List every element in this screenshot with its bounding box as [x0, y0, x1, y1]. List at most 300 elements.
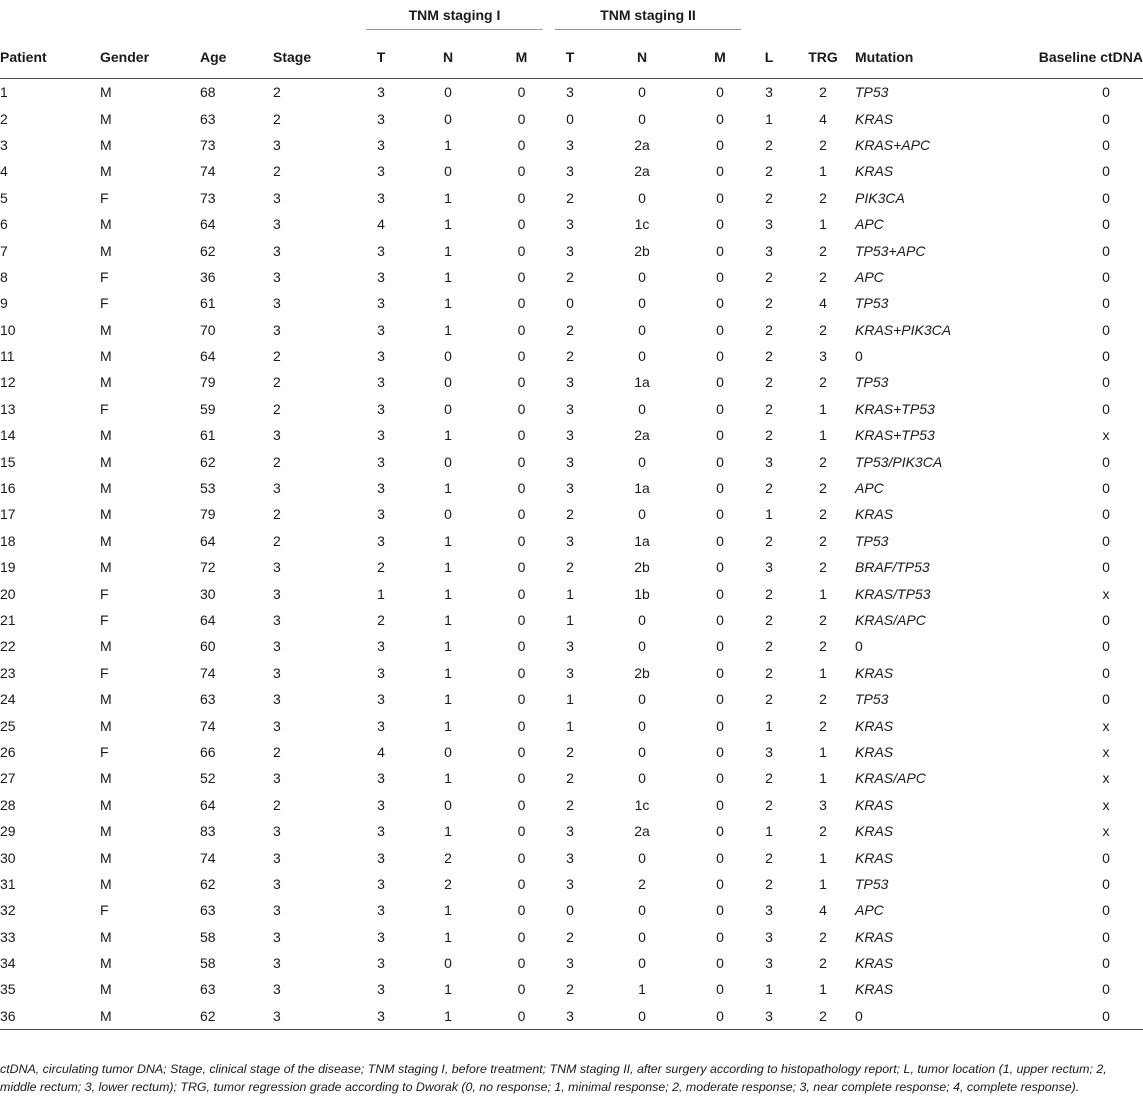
cell-t-i: 3 [377, 84, 385, 101]
cell-age: 63 [200, 981, 216, 998]
cell-location: 3 [765, 84, 773, 101]
cell-location: 2 [765, 875, 773, 892]
cell-patient: 2 [0, 110, 8, 127]
cell-t-ii: 3 [566, 216, 574, 233]
cell-n-ii: 1a [634, 532, 650, 549]
cell-t-i: 3 [377, 928, 385, 945]
cell-n-ii: 0 [638, 84, 646, 101]
table-row [0, 158, 1143, 184]
cell-age: 62 [200, 453, 216, 470]
cell-n-ii: 0 [638, 400, 646, 417]
cell-m-ii: 0 [716, 770, 724, 787]
cell-m-i: 0 [517, 348, 526, 365]
cell-location: 2 [765, 664, 773, 681]
cell-gender: M [100, 216, 112, 233]
cell-stage: 3 [273, 875, 281, 892]
cell-n-ii: 0 [638, 612, 646, 628]
cell-gender: F [100, 664, 109, 681]
cell-m-ii: 0 [716, 796, 724, 813]
cell-gender: M [100, 638, 112, 655]
cell-t-i: 3 [377, 875, 385, 892]
cell-mutation: KRAS [855, 717, 894, 734]
cell-location: 2 [765, 321, 773, 338]
column-header-stage: Stage [273, 36, 360, 79]
cell-mutation: KRAS [855, 664, 894, 681]
cell-m-i: 0 [517, 770, 526, 787]
cell-gender: M [100, 453, 112, 470]
table-row [0, 686, 1143, 712]
cell-stage: 2 [273, 532, 281, 549]
cell-trg: 2 [819, 480, 827, 497]
cell-t-ii: 2 [566, 189, 574, 206]
cell-m-ii: 0 [716, 189, 724, 206]
cell-m-i: 0 [517, 321, 526, 338]
cell-n-ii: 2a [634, 136, 650, 153]
cell-m-ii: 0 [716, 348, 724, 365]
cell-stage: 3 [273, 559, 281, 576]
cell-gender: M [100, 84, 112, 101]
cell-n-i: 1 [444, 585, 452, 602]
cell-mutation: KRAS/APC [855, 612, 926, 628]
cell-n-ii: 0 [638, 506, 646, 523]
cell-stage: 3 [273, 664, 281, 681]
cell-stage: 2 [273, 348, 281, 365]
cell-gender: M [100, 875, 112, 892]
cell-location: 2 [765, 295, 773, 312]
cell-age: 74 [200, 163, 216, 180]
cell-mutation: KRAS/APC [855, 770, 926, 787]
cell-patient: 8 [0, 268, 8, 285]
cell-trg: 1 [819, 664, 827, 681]
cell-n-i: 1 [444, 136, 452, 153]
cell-location: 1 [765, 823, 773, 840]
cell-trg: 4 [819, 110, 827, 127]
cell-t-i: 3 [377, 532, 385, 549]
cell-n-i: 0 [444, 400, 452, 417]
cell-mutation: 0 [855, 348, 863, 365]
cell-trg: 2 [819, 242, 827, 259]
cell-m-ii: 0 [716, 928, 724, 945]
cell-patient: 12 [0, 374, 16, 391]
table-row [0, 818, 1143, 844]
cell-stage: 3 [273, 823, 281, 840]
cell-n-i: 2 [444, 875, 452, 892]
cell-m-i: 0 [517, 163, 526, 180]
cell-age: 72 [200, 559, 216, 576]
cell-age: 60 [200, 638, 216, 655]
cell-patient: 3 [0, 136, 8, 153]
cell-age: 62 [200, 1003, 273, 1030]
cell-patient: 32 [0, 902, 16, 919]
cell-m-i: 0 [517, 875, 526, 892]
cell-n-i: 1 [444, 612, 452, 628]
table-row [0, 528, 1143, 554]
cell-m-i: 0 [517, 823, 526, 840]
cell-t-ii: 3 [566, 84, 574, 101]
table-row [0, 79, 1143, 106]
cell-location: 2 [765, 532, 773, 549]
cell-mutation: TP53 [855, 691, 889, 708]
cell-patient: 33 [0, 928, 16, 945]
cell-t-ii: 2 [566, 796, 574, 813]
table-row [0, 105, 1143, 131]
cell-location: 1 [765, 717, 773, 734]
cell-m-ii: 0 [716, 585, 724, 602]
cell-patient: 6 [0, 216, 8, 233]
cell-t-i: 2 [377, 559, 385, 576]
cell-n-i: 1 [444, 321, 452, 338]
cell-trg: 2 [819, 691, 827, 708]
cell-m-ii: 0 [716, 981, 724, 998]
cell-mutation: KRAS+TP53 [855, 427, 935, 444]
cell-n-ii: 1a [634, 374, 650, 391]
cell-n-i: 1 [444, 823, 452, 840]
cell-patient: 31 [0, 875, 16, 892]
cell-location: 2 [765, 427, 773, 444]
cell-t-ii: 3 [566, 427, 574, 444]
cell-m-i: 0 [517, 612, 526, 628]
cell-t-ii: 1 [566, 585, 574, 602]
cell-t-i: 2 [377, 612, 385, 628]
cell-stage: 3 [273, 981, 281, 998]
cell-m-ii: 0 [716, 955, 724, 972]
cell-t-i: 3 [377, 849, 385, 866]
cell-t-i: 3 [377, 691, 385, 708]
cell-t-ii: 2 [566, 506, 574, 523]
cell-age: 58 [200, 928, 216, 945]
cell-m-i: 0 [517, 691, 526, 708]
cell-location: 2 [765, 374, 773, 391]
cell-t-ii: 3 [566, 664, 574, 681]
column-header-location: L [747, 36, 791, 79]
cell-t-i: 3 [377, 136, 385, 153]
cell-baseline-ctdna: 0 [1102, 559, 1110, 576]
cell-gender: M [100, 849, 112, 866]
cell-age: 61 [200, 295, 216, 312]
cell-gender: M [100, 506, 112, 523]
cell-t-i: 3 [377, 268, 385, 285]
cell-stage: 3 [273, 242, 281, 259]
cell-t-i: 3 [377, 638, 385, 655]
cell-stage: 2 [273, 506, 281, 523]
cell-t-ii: 3 [566, 955, 574, 972]
cell-gender: M [100, 691, 112, 708]
cell-gender: M [100, 374, 112, 391]
cell-trg: 2 [819, 559, 827, 576]
table-row [0, 132, 1143, 158]
cell-patient: 16 [0, 480, 16, 497]
cell-t-ii: 0 [566, 110, 574, 127]
cell-n-ii: 0 [638, 955, 646, 972]
cell-m-ii: 0 [716, 110, 724, 127]
table-row [0, 396, 1143, 422]
cell-t-ii: 3 [566, 532, 574, 549]
table-row [0, 317, 1143, 343]
column-group-header-row [0, 0, 1143, 36]
cell-t-ii: 3 [566, 242, 574, 259]
cell-baseline-ctdna: 0 [1102, 638, 1110, 655]
cell-n-ii: 2a [634, 163, 650, 180]
cell-patient: 24 [0, 691, 16, 708]
cell-baseline-ctdna: 0 [1102, 84, 1110, 101]
cell-age: 79 [200, 506, 216, 523]
cell-patient: 10 [0, 321, 16, 338]
cell-age: 36 [200, 268, 216, 285]
cell-t-ii: 3 [566, 638, 574, 655]
cell-age: 64 [200, 796, 216, 813]
cell-stage: 3 [273, 1003, 360, 1030]
cell-age: 64 [200, 216, 216, 233]
cell-n-i: 1 [444, 216, 452, 233]
column-header-m-ii: M [693, 36, 747, 79]
cell-age: 68 [200, 84, 216, 101]
cell-gender: M [100, 981, 112, 998]
cell-m-ii: 0 [716, 480, 724, 497]
cell-baseline-ctdna: 0 [1102, 163, 1110, 180]
cell-age: 30 [200, 585, 216, 602]
cell-n-ii: 2a [634, 427, 650, 444]
cell-location: 3 [765, 559, 773, 576]
table-row [0, 1003, 1143, 1030]
cell-trg: 2 [819, 506, 827, 523]
cell-mutation: APC [855, 216, 884, 233]
cell-location: 2 [765, 796, 773, 813]
cell-n-ii: 0 [638, 928, 646, 945]
cell-t-ii: 2 [566, 559, 574, 576]
cell-baseline-ctdna: 0 [1102, 295, 1110, 312]
cell-t-i: 3 [377, 400, 385, 417]
cell-n-i: 0 [444, 506, 452, 523]
cell-trg: 1 [819, 770, 827, 787]
cell-location: 2 [765, 770, 773, 787]
cell-t-ii: 3 [566, 480, 574, 497]
cell-n-ii: 1 [638, 981, 646, 998]
table-row [0, 712, 1143, 738]
cell-baseline-ctdna: x [1102, 427, 1110, 444]
cell-patient: 26 [0, 743, 16, 760]
table-row [0, 501, 1143, 527]
cell-t-i: 3 [377, 427, 385, 444]
column-header-age: Age [200, 36, 273, 79]
cell-mutation: APC [855, 480, 884, 497]
cell-patient: 15 [0, 453, 16, 470]
cell-t-ii: 3 [566, 849, 574, 866]
cell-m-i: 0 [517, 743, 526, 760]
cell-m-ii: 0 [716, 295, 724, 312]
cell-m-i: 0 [517, 427, 526, 444]
cell-t-i: 3 [377, 902, 385, 919]
cell-baseline-ctdna: 0 [1102, 453, 1110, 470]
cell-baseline-ctdna: x [1102, 770, 1110, 787]
cell-m-ii: 0 [716, 374, 724, 391]
cell-m-ii: 0 [716, 321, 724, 338]
cell-mutation: 0 [855, 638, 863, 655]
cell-trg: 2 [819, 84, 827, 101]
cell-gender: M [100, 427, 112, 444]
cell-n-i: 0 [444, 348, 452, 365]
cell-gender: M [100, 532, 112, 549]
cell-t-i: 3 [360, 1003, 402, 1030]
cell-gender: M [100, 823, 112, 840]
cell-gender: F [100, 902, 109, 919]
cell-trg: 3 [819, 348, 827, 365]
cell-patient: 14 [0, 427, 16, 444]
cell-gender: F [100, 295, 109, 312]
cell-mutation: KRAS [855, 506, 894, 523]
table-row [0, 792, 1143, 818]
cell-m-i: 0 [517, 136, 526, 153]
cell-patient: 13 [0, 400, 16, 417]
cell-m-i: 0 [517, 532, 526, 549]
cell-location: 1 [765, 110, 773, 127]
cell-t-i: 3 [377, 163, 385, 180]
cell-n-ii: 1b [634, 585, 650, 602]
cell-m-i: 0 [517, 902, 526, 919]
cell-m-ii: 0 [716, 163, 724, 180]
cell-gender: F [100, 400, 109, 417]
cell-m-ii: 0 [716, 902, 724, 919]
cell-n-i: 1 [444, 770, 452, 787]
cell-m-i: 0 [517, 374, 526, 391]
cell-baseline-ctdna: 0 [1102, 268, 1110, 285]
cell-stage: 3 [273, 717, 281, 734]
cell-stage: 2 [273, 400, 281, 417]
cell-stage: 3 [273, 189, 281, 206]
cell-mutation: TP53 [855, 875, 889, 892]
cell-location: 2 [765, 348, 773, 365]
column-header-mutation: Mutation [855, 36, 1027, 79]
table-body [0, 79, 1143, 1030]
cell-t-i: 3 [377, 189, 385, 206]
cell-t-ii: 3 [566, 823, 574, 840]
cell-baseline-ctdna: 0 [1102, 242, 1110, 259]
cell-stage: 3 [273, 427, 281, 444]
cell-t-i: 3 [377, 717, 385, 734]
table-row [0, 343, 1143, 369]
cell-m-i: 0 [517, 849, 526, 866]
table-row [0, 633, 1143, 659]
cell-location: 3 [765, 216, 773, 233]
cell-baseline-ctdna: 0 [1102, 480, 1110, 497]
cell-trg: 1 [819, 849, 827, 866]
cell-n-ii: 1c [634, 796, 650, 813]
cell-t-ii: 3 [566, 453, 574, 470]
table-row [0, 290, 1143, 316]
cell-stage: 2 [273, 796, 281, 813]
cell-stage: 3 [273, 849, 281, 866]
cell-t-ii: 2 [566, 321, 574, 338]
cell-m-i: 0 [517, 796, 526, 813]
table-row [0, 475, 1143, 501]
cell-mutation: TP53 [855, 532, 889, 549]
cell-age: 64 [200, 612, 216, 628]
cell-mutation: TP53+APC [855, 242, 926, 259]
cell-baseline-ctdna: 0 [1102, 875, 1110, 892]
cell-stage: 3 [273, 295, 281, 312]
cell-location: 3 [765, 955, 773, 972]
cell-mutation: KRAS [855, 163, 894, 180]
cell-t-ii: 2 [566, 268, 574, 285]
cell-n-i: 0 [444, 374, 452, 391]
table-row [0, 580, 1143, 606]
cell-t-i: 3 [377, 321, 385, 338]
cell-mutation: KRAS/TP53 [855, 585, 931, 602]
cell-patient: 29 [0, 823, 16, 840]
cell-baseline-ctdna: 0 [1027, 1003, 1143, 1030]
cell-gender: M [100, 163, 112, 180]
cell-patient: 25 [0, 717, 16, 734]
cell-n-ii: 0 [638, 453, 646, 470]
cell-mutation: APC [855, 268, 884, 285]
cell-baseline-ctdna: 0 [1102, 216, 1110, 233]
cell-trg: 2 [819, 189, 827, 206]
cell-n-i: 1 [444, 664, 452, 681]
cell-baseline-ctdna: 0 [1102, 136, 1110, 153]
table-row [0, 211, 1143, 237]
cell-patient: 11 [0, 348, 15, 365]
cell-gender: M [100, 348, 112, 365]
cell-n-ii: 0 [638, 268, 646, 285]
cell-patient: 5 [0, 189, 8, 206]
cell-t-ii: 2 [566, 348, 574, 365]
cell-location: 2 [765, 849, 773, 866]
cell-t-i: 1 [377, 585, 385, 602]
cell-mutation: KRAS [855, 928, 894, 945]
cell-gender: M [100, 955, 112, 972]
cell-location: 2 [765, 136, 773, 153]
cell-patient: 9 [0, 295, 8, 312]
table-row [0, 185, 1143, 211]
cell-t-ii: 3 [566, 400, 574, 417]
cell-location: 2 [765, 400, 773, 417]
cell-m-ii: 0 [716, 691, 724, 708]
column-header-m-i: M [494, 36, 549, 79]
cell-t-i: 3 [377, 453, 385, 470]
cell-age: 74 [200, 664, 216, 681]
cell-age: 63 [200, 691, 216, 708]
cell-m-ii: 0 [716, 875, 724, 892]
cell-t-i: 3 [377, 110, 385, 127]
cell-n-i: 1 [444, 559, 452, 576]
cell-trg: 1 [819, 427, 827, 444]
cell-n-ii: 0 [591, 1003, 693, 1030]
cell-t-ii: 3 [566, 136, 574, 153]
cell-mutation: KRAS [855, 955, 894, 972]
table-row [0, 950, 1143, 976]
cell-location: 2 [765, 612, 773, 628]
cell-stage: 3 [273, 216, 281, 233]
table-row [0, 607, 1143, 633]
cell-baseline-ctdna: 0 [1102, 110, 1110, 127]
cell-age: 53 [200, 480, 216, 497]
cell-gender: F [100, 743, 109, 760]
cell-n-ii: 2 [638, 875, 646, 892]
cell-location: 2 [765, 163, 773, 180]
cell-n-i: 1 [444, 189, 452, 206]
cell-n-i: 1 [444, 691, 452, 708]
cell-m-i: 0 [517, 638, 526, 655]
cell-age: 83 [200, 823, 216, 840]
cell-gender: M [100, 321, 112, 338]
cell-patient: 20 [0, 585, 16, 602]
table-row [0, 448, 1143, 474]
cell-m-i: 0 [517, 506, 526, 523]
cell-t-ii: 1 [566, 717, 574, 734]
cell-gender: M [100, 1003, 200, 1030]
cell-location: 3 [747, 1003, 791, 1030]
column-header-n-ii: N [591, 36, 693, 79]
cell-stage: 2 [273, 374, 281, 391]
